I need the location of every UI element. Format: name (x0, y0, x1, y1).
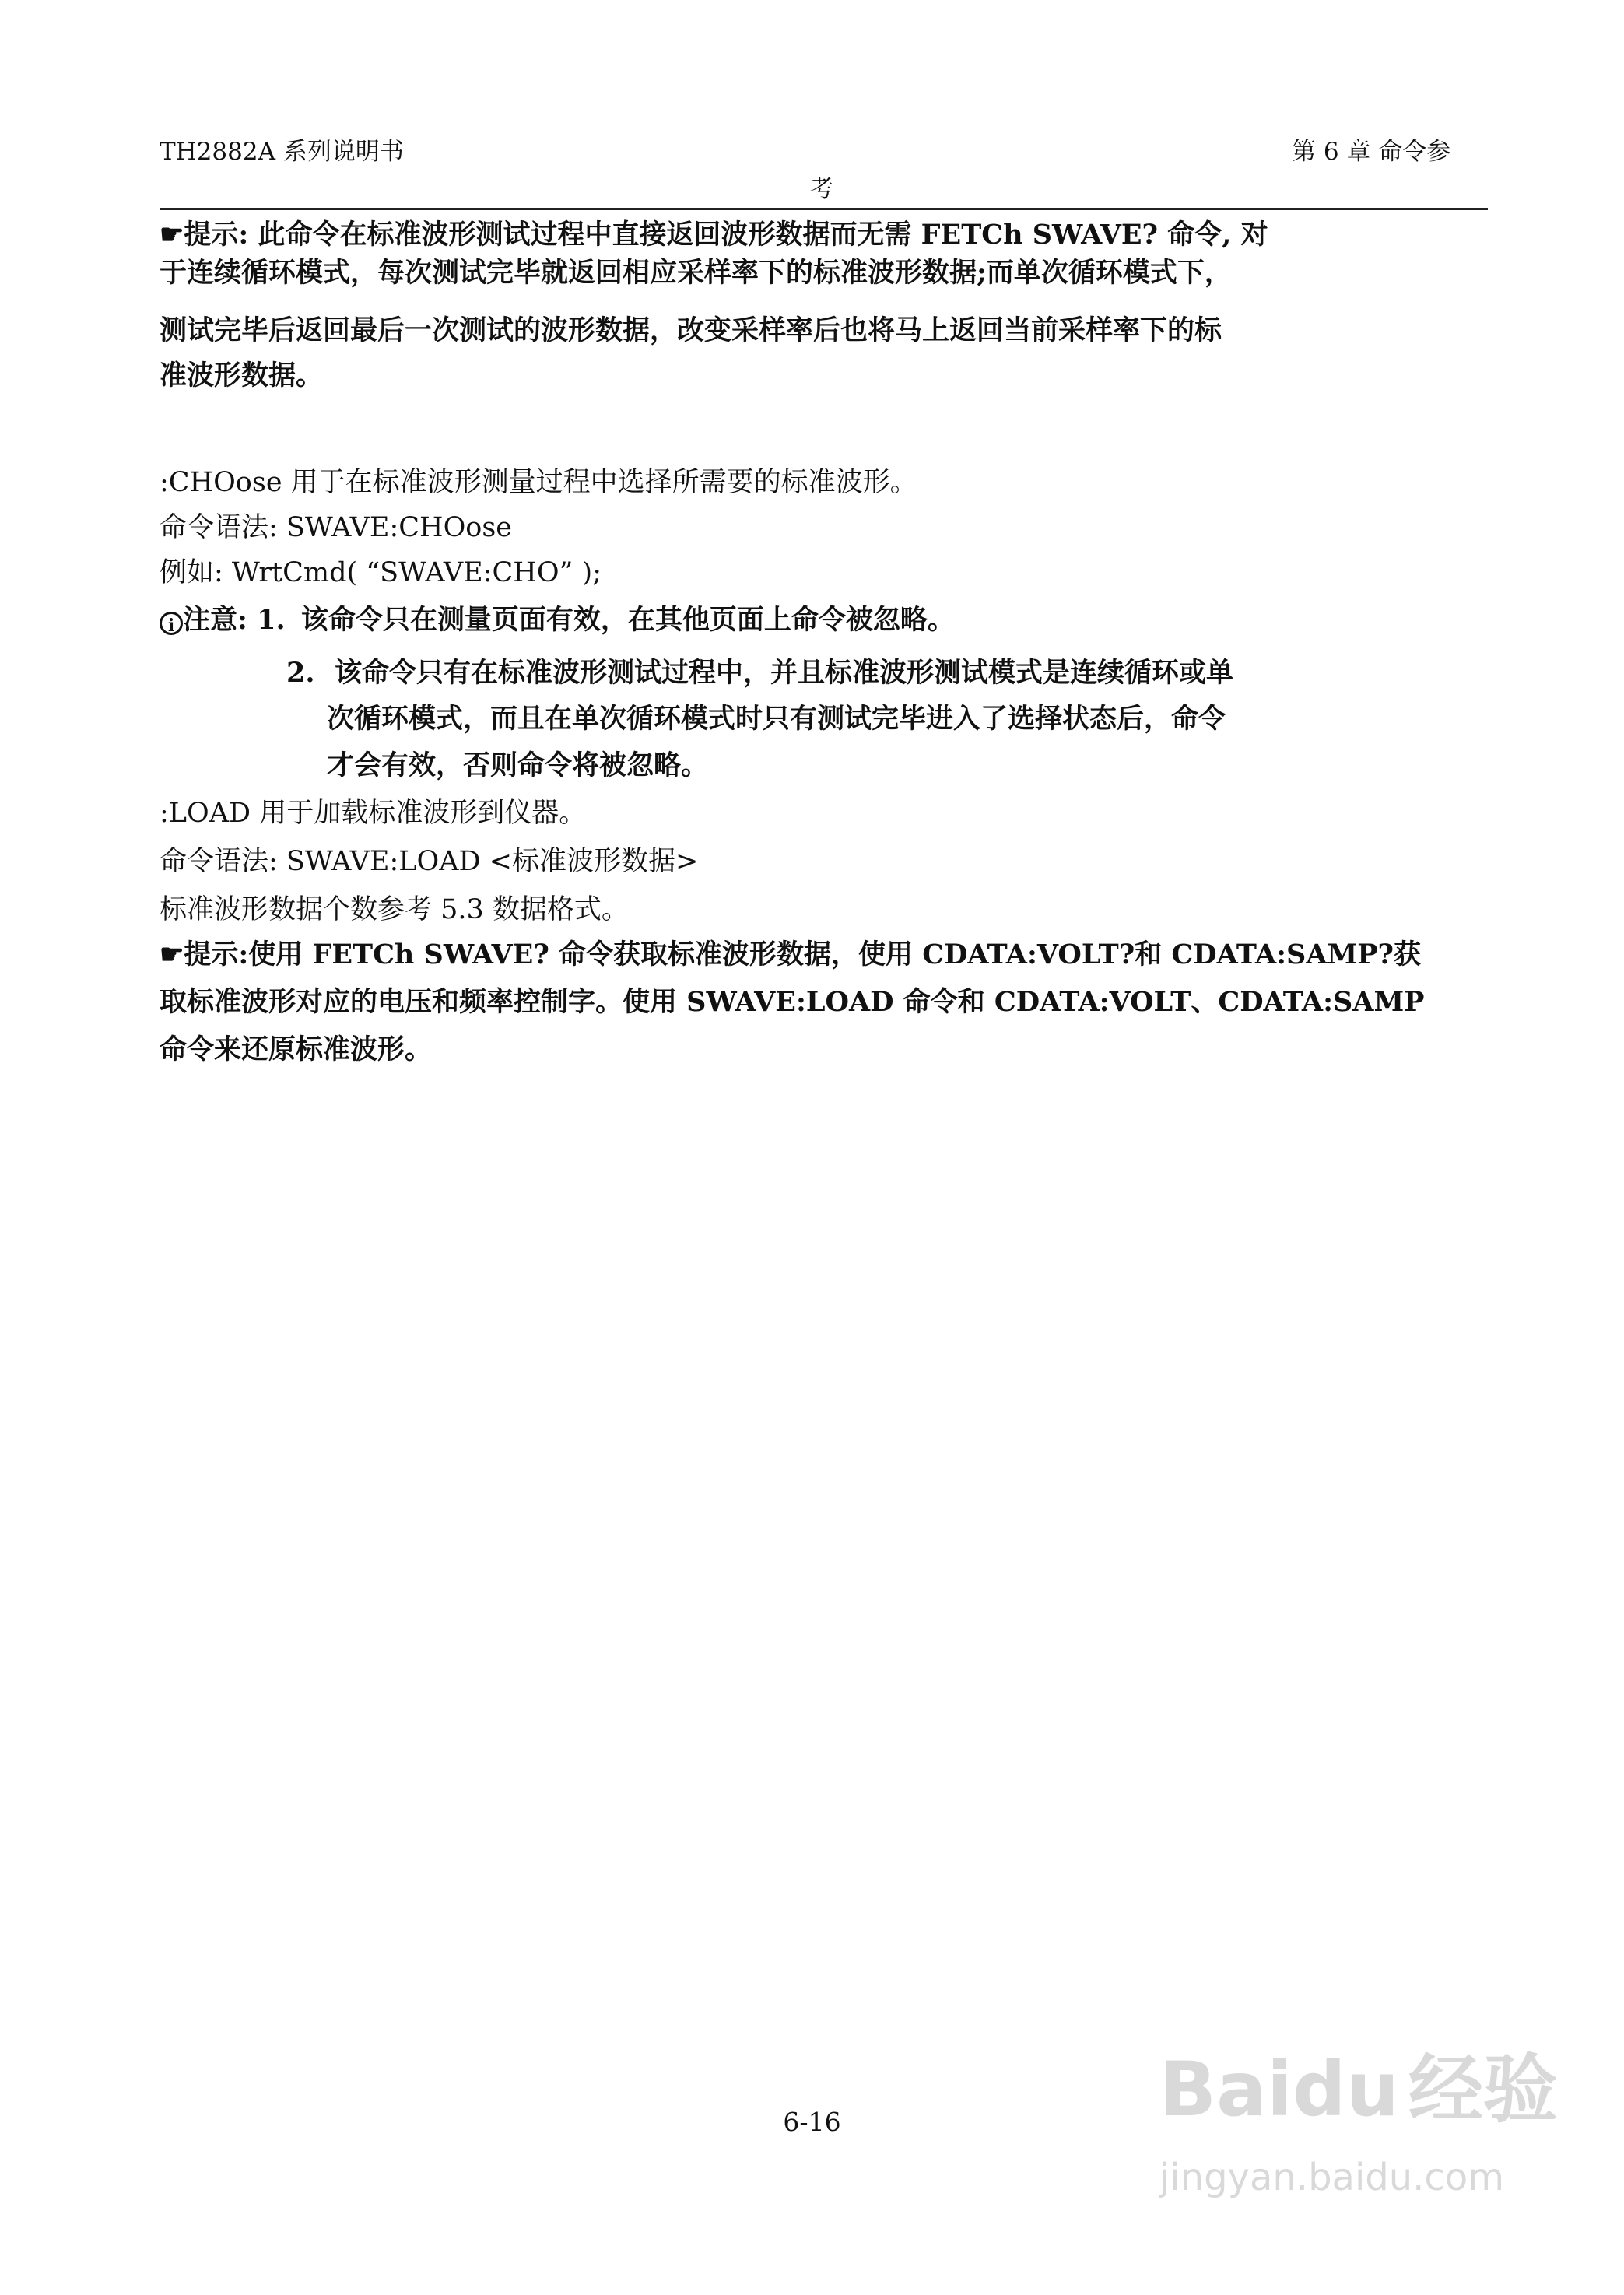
tip1-line-4: 准波形数据。 (160, 360, 324, 391)
note-label: 注意: 1. (183, 604, 286, 636)
header-right: 第 6 章 命令参 (1292, 138, 1451, 166)
watermark-url: jingyan.baidu.com (1159, 2156, 1504, 2199)
pointing-hand-icon: ☛ (160, 939, 184, 970)
note-item-2-line-2: 次循环模式，而且在单次循环模式时只有测试完毕进入了选择状态后，命令 (327, 703, 1226, 735)
header-left: TH2882A 系列说明书 (160, 138, 404, 166)
note-line-1 (160, 602, 955, 638)
load-desc: :LOAD 用于加载标准波形到仪器。 (160, 798, 587, 829)
tip1-text-1: 提示: 此命令在标准波形测试过程中直接返回波形数据而无需 FETCh SWAVE? 命令, 对 (184, 219, 1268, 251)
header-right-wrap: 考 (809, 175, 833, 203)
page-number: 6-16 (783, 2107, 841, 2137)
tip2-line-2: 取标准波形对应的电压和频率控制字。使用 SWAVE:LOAD 命令和 CDATA:VOLT、CDATA:SAMP (160, 986, 1425, 1018)
tip2-text-1: 提示:使用 FETCh SWAVE? 命令获取标准波形数据，使用 CDATA:VOLT?和 CDATA:SAMP?获 (184, 939, 1422, 970)
watermark-brand2: du (1292, 2046, 1399, 2133)
tip2-line-3: 命令来还原标准波形。 (160, 1033, 433, 1065)
tip2-line-1 (160, 937, 1421, 973)
load-count: 标准波形数据个数参考 5.3 数据格式。 (160, 894, 629, 925)
note-item-2-line-1: 该命令只有在标准波形测试过程中，并且标准波形测试模式是连续循环或单 (335, 657, 1234, 689)
load-syntax: 命令语法: SWAVE:LOAD <标准波形数据> (160, 846, 699, 877)
watermark-cn: 经验 (1408, 2046, 1558, 2133)
tip1-line-2: 于连续循环模式，每次测试完毕就返回相应采样率下的标准波形数据;而单次循环模式下， (160, 257, 1232, 289)
choose-syntax: 命令语法: SWAVE:CHOose (160, 512, 513, 543)
note-item-1: 该命令只在测量页面有效，在其他页面上命令被忽略。 (300, 604, 955, 636)
choose-example: 例如: WrtCmd( “SWAVE:CHO” ); (160, 557, 602, 588)
tip1-line-3: 测试完毕后返回最后一次测试的波形数据，改变采样率后也将马上返回当前采样率下的标 (160, 314, 1222, 346)
note-item-2-line-3: 才会有效，否则命令将被忽略。 (327, 749, 709, 781)
note-item-2-num: 2. (286, 657, 315, 689)
header-rule (160, 208, 1488, 210)
pointing-hand-icon: ☛ (160, 219, 184, 251)
watermark-brand: Bai (1159, 2046, 1293, 2133)
choose-desc: :CHOose 用于在标准波形测量过程中选择所需要的标准波形。 (160, 467, 917, 498)
tip1-line-1 (160, 217, 1268, 253)
watermark-logo (1159, 2047, 1558, 2132)
info-icon: i (160, 612, 183, 635)
